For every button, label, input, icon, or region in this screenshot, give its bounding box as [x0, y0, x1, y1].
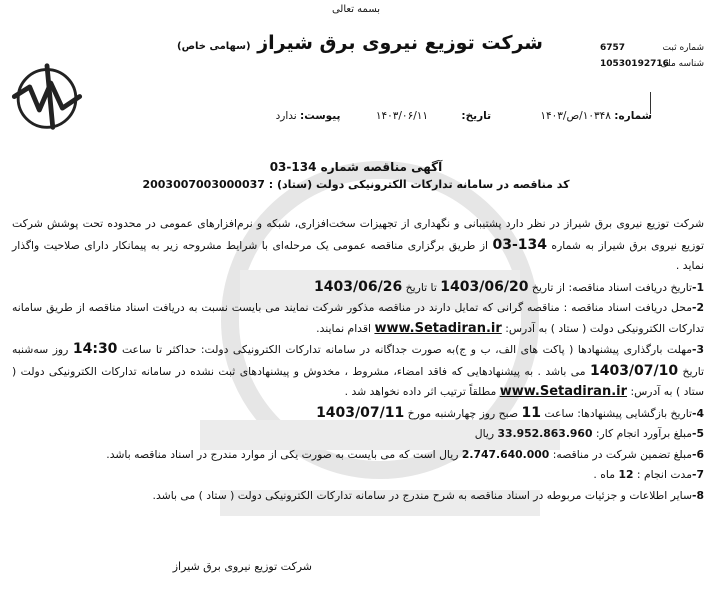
reg-no-value: 6757 [600, 43, 626, 53]
item5-amount: 33.952.863.960 [497, 427, 593, 440]
setadiran-link[interactable]: www.Setadiran.ir [374, 320, 502, 336]
national-id-label: شناسه ملی [660, 59, 704, 69]
notice-code [0, 178, 712, 191]
reg-no-label: شماره ثبت [662, 43, 704, 53]
notice-code-value: 2003007003000037 [142, 178, 265, 191]
letter-meta [260, 110, 652, 122]
notice-code-label: کد مناقصه در سامانه تدارکات الکترونیکی دولت (ستاد) : [268, 178, 570, 191]
item-4: 4-تاریخ بازگشایی پیشنهادها: ساعت 11 صبح روز چهارشنبه مورخ 1403/07/11 [316, 404, 704, 421]
notice-body [12, 214, 704, 506]
attachment-field: پیوست: ندارد [275, 110, 341, 122]
company-name-heading [160, 32, 560, 54]
item7-value: 12 [618, 468, 634, 481]
date-field: تاریخ: ۱۴۰۳/۰۶/۱۱ [375, 110, 492, 122]
registration-values [600, 40, 669, 72]
number-value: ۱۰۳۴۸/ص/۱۴۰۳ [540, 110, 611, 122]
item3-time: 14:30 [72, 341, 118, 357]
setadiran-link-2[interactable]: www.Setadiran.ir [499, 384, 628, 399]
signature-line: شرکت توزیع نیروی برق شیراز [172, 560, 312, 573]
notice-title: آگهی مناقصه شماره 134-03 [269, 160, 443, 174]
intro-tender-number: 134-03 [492, 236, 547, 253]
basmala-text: بسمه تعالی [331, 4, 381, 15]
item-7: 7-مدت انجام : 12 ماه . [593, 468, 704, 481]
item-6: 6-مبلغ تضمین شرکت در مناقصه: 2.747.640.000 ریال است که می بایست به صورت یکی از موارد مندرج در اسناد مناقصه باشد. [106, 447, 704, 461]
date-value: ۱۴۰۳/۰۶/۱۱ [375, 110, 429, 122]
national-id-value: 10530192716 [600, 59, 669, 69]
item-2: 2-محل دریافت اسناد مناقصه : مناقصه گرانی که تمایل دارند در مناقصه مذکور شرکت نمایند می بایست نسبت به دریافت اسناد مناقصه از طریق سامانه تدارکات الکترونیکی دولت ( ستاد ) به آدرس: www.Setadiran.ir اقدام نمایند. [12, 301, 704, 336]
number-field: شماره: ۱۰۳۴۸/ص/۱۴۰۳ [540, 110, 652, 122]
item1-from-date: 1403/06/20 [440, 278, 529, 295]
company-name: شرکت توزیع نیروی برق شیراز [257, 32, 543, 54]
item4-date: 1403/07/11 [316, 404, 405, 421]
item6-amount: 2.747.640.000 [461, 447, 550, 461]
item4-hour: 11 [521, 404, 541, 421]
item1-to-date: 1403/06/26 [314, 278, 403, 295]
company-type: (سهامی خاص) [177, 41, 251, 52]
item-1: 1-تاریخ دریافت اسناد مناقصه: از تاریخ 1403/06/20 تا تاریخ 1403/06/26 [314, 278, 704, 295]
item-8: 8-سایر اطلاعات و جزئیات مربوطه در اسناد مناقصه به شرح مندرج در سامانه تدارکات الکترونیکی دولت ( ستاد ) می باشد. [152, 488, 704, 502]
intro-paragraph: شرکت توزیع نیروی برق شیراز در نظر دارد پشتیبانی و نگهداری از تجهیزات سخت‌افزاری، شبکه و نرم‌افزارهای عمومی در محدوده تحت پوشش شرکت توزیع نیروی برق شیراز به شماره 134-03 از طریق برگزاری مناقصه عمومی یک مرحله‌ای با شرایط مشروحه زیر به پیمانکار دارای صلاحیت واگذار نماید . [12, 217, 704, 272]
item3-date: 1403/07/10 [589, 362, 679, 379]
company-logo-icon [8, 60, 86, 135]
item-3: 3-مهلت بارگذاری پیشنهادها ( پاکت های الف، ب و ج)به صورت جداگانه در سامانه تدارکات الکترونیکی دولت: حداکثر تا ساعت 14:30 روز سه‌شنبه تاریخ 1403/07/10 می باشد . به پیشنهادهایی که فاقد امضاء، مشروط ، مخدوش و پیشنهادهای ثبت نشده در سامانه تدارکات الکترونیکی دولت ( ستاد ) به آدرس: www.Setadiran.ir مطلقاً ترتیب اثر داده نخواهد شد . [12, 341, 705, 399]
item-5: 5-مبلغ برآورد انجام کار: 33.952.863.960 ریال [474, 427, 704, 440]
attachment-value: ندارد [275, 110, 297, 122]
